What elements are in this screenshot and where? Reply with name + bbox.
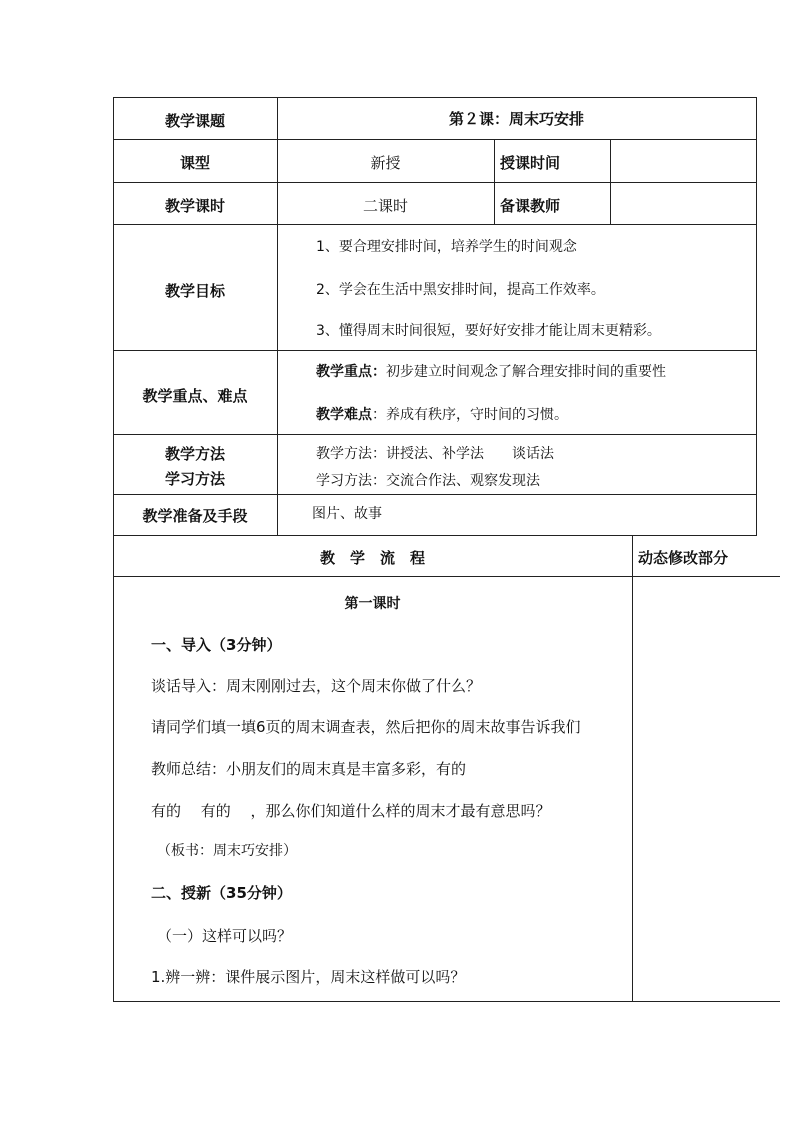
learn-method-line: [316, 470, 540, 490]
topic-value: 第２课：周末巧安排: [448, 110, 584, 128]
teach-method-line: [316, 443, 554, 463]
teach-method-label: 教学方法：: [316, 446, 386, 462]
objective-item: 1、要合理安排时间，培养学生的时间观念: [316, 239, 577, 255]
difficulty-line: [316, 404, 568, 424]
grid-line: [756, 97, 757, 536]
focus-text: 初步建立时间观念了解合理安排时间的重要性: [386, 364, 666, 380]
objective-item: 3、懂得周末时间很短，要好好安排才能让周末更精彩。: [316, 323, 661, 339]
flow-line: 1.辨一辨：课件展示图片，周末这样做可以吗？: [151, 968, 466, 986]
flow-line: （一）这样可以吗？: [157, 927, 293, 945]
difficulty-label: 教学难点: [316, 407, 372, 423]
grid-line: [113, 576, 780, 577]
side-header: 动态修改部分: [638, 549, 729, 567]
flow-line: 二、授新（35分钟）: [151, 884, 292, 902]
grid-line: [113, 182, 756, 183]
grid-line: [113, 350, 756, 351]
focus-label: 教学重点：: [316, 364, 386, 380]
methods-label-teach: 教学方法: [164, 445, 225, 463]
learn-method-text: 交流合作法、观察发现法: [386, 473, 540, 489]
topic-label: 教学课题: [164, 112, 225, 130]
keypoints-label: 教学重点、难点: [142, 387, 248, 405]
hours-label: 教学课时: [164, 197, 225, 215]
difficulty-text: ：养成有秩序，守时间的习惯。: [372, 407, 568, 423]
flow-line: 有的 有的 ，那么你们知道什么样的周末才最有意思吗？: [151, 802, 551, 820]
flow-line: 教师总结：小朋友们的周末真是丰富多彩，有的: [151, 760, 467, 778]
grid-line: [113, 1001, 780, 1002]
grid-line: [113, 494, 756, 495]
type-label: 课型: [179, 154, 210, 172]
flow-line: 一、导入（3分钟）: [151, 636, 282, 654]
time-label: 授课时间: [500, 154, 561, 172]
flow-line: 请同学们填一填6页的周末调查表，然后把你的周末故事告诉我们: [151, 718, 581, 736]
grid-line: [113, 434, 756, 435]
teacher-label: 备课教师: [500, 197, 561, 215]
flow-line: （板书：周末巧安排）: [157, 843, 297, 859]
grid-line: [113, 139, 756, 140]
flow-line: 谈话导入：周末刚刚过去，这个周末你做了什么？: [151, 677, 482, 695]
hours-value: 二课时: [362, 197, 408, 215]
prep-value: 图片、故事: [312, 506, 382, 522]
grid-line: [494, 139, 495, 225]
grid-line: [113, 97, 756, 98]
type-value: 新授: [370, 154, 401, 172]
focus-line: [316, 361, 666, 381]
flow-header: 教 学 流 程: [319, 549, 425, 567]
objective-item: 2、学会在生活中黑安排时间，提高工作效率。: [316, 282, 605, 298]
grid-line: [113, 224, 756, 225]
grid-line: [632, 535, 633, 1002]
grid-line: [610, 139, 611, 225]
objectives-label: 教学目标: [164, 282, 225, 300]
teach-method-text: 讲授法、补学法 谈话法: [386, 446, 554, 462]
prep-label: 教学准备及手段: [142, 507, 248, 525]
methods-label-learn: 学习方法: [164, 470, 225, 488]
lesson-title: 第一课时: [344, 596, 401, 612]
grid-line: [113, 535, 756, 536]
learn-method-label: 学习方法：: [316, 473, 386, 489]
